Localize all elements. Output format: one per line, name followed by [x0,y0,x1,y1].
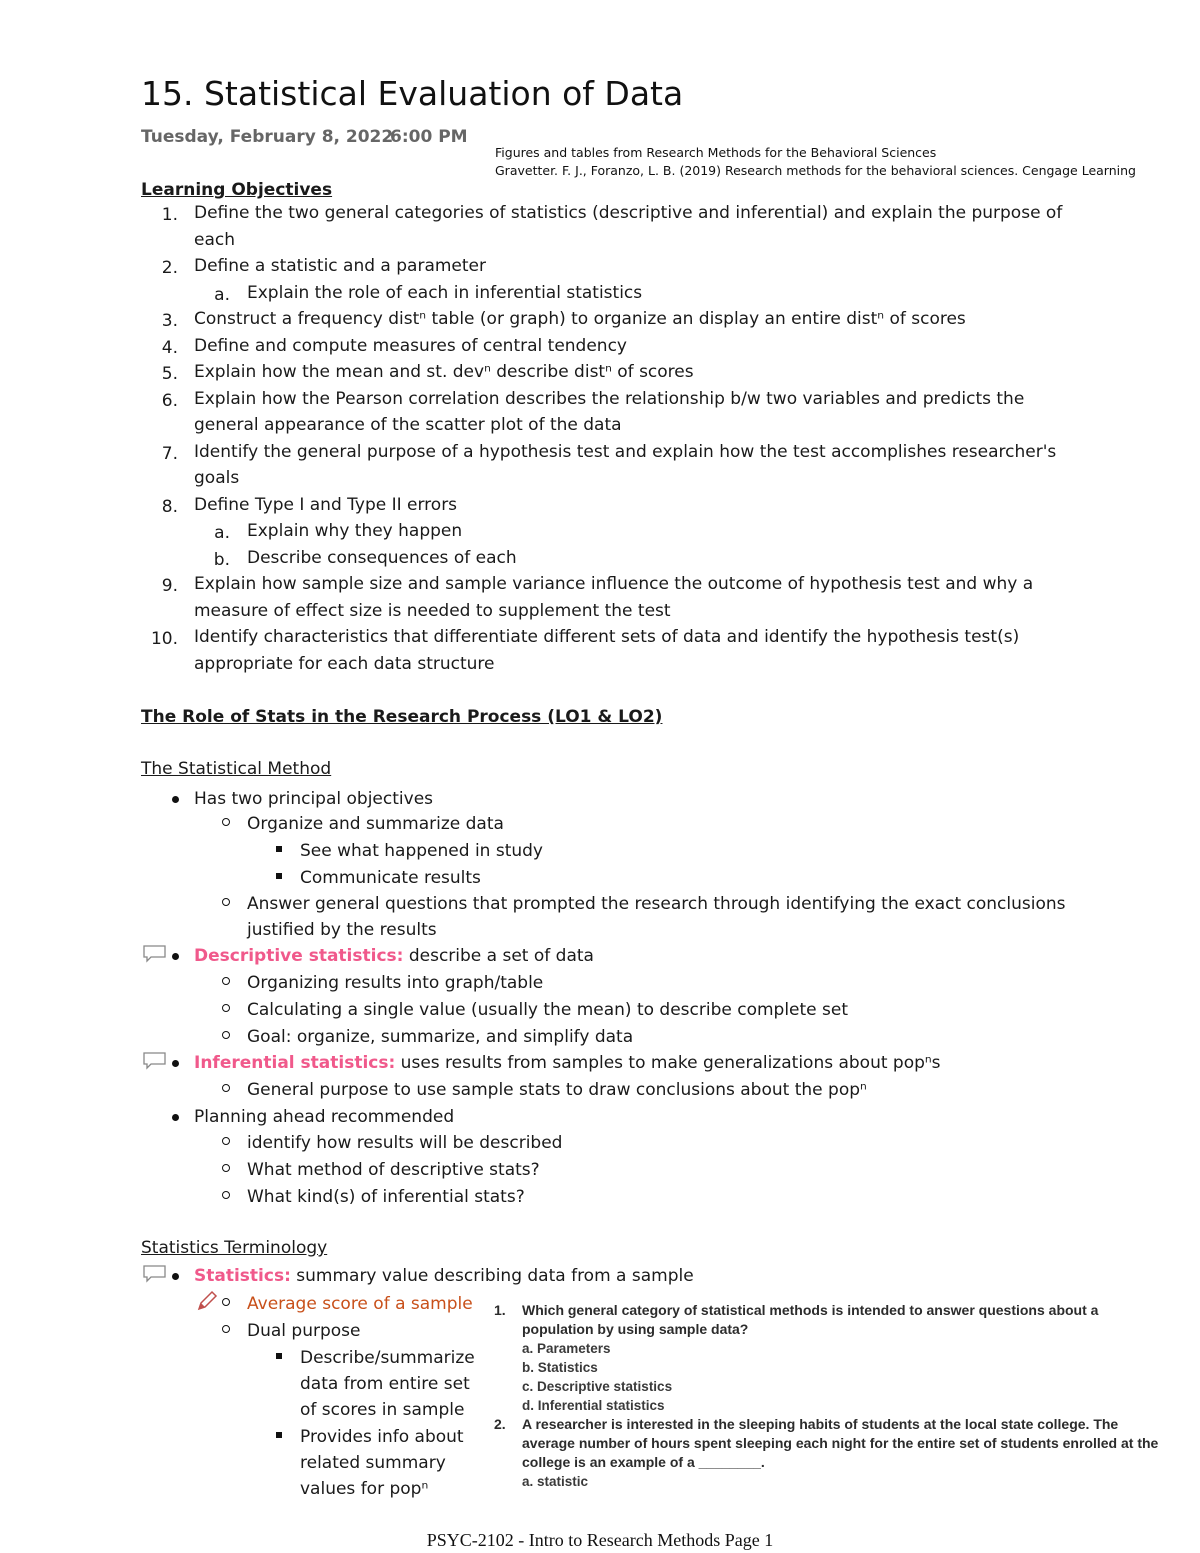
citation-line-2: Gravetter. F. J., Foranzo, L. B. (2019) Research methods for the behavioral sciences. Cengage Learning [495,163,1136,178]
list-item: Planning ahead recommended [194,1107,455,1127]
page-title: 15. Statistical Evaluation of Data [141,74,684,113]
term-inferential: Inferential statistics: [194,1053,396,1073]
list-item-statistics [194,1263,694,1289]
list-item: What kind(s) of inferential stats? [247,1187,525,1207]
objective-item: Define Type I and Type II errors [194,494,458,515]
objective-number: 8. [161,496,178,517]
comment-icon[interactable] [143,1265,167,1283]
cut-off-line [300,1476,500,1499]
list-item: Answer general questions that prompted the research through identifying the exact conclusions [247,894,1066,914]
objective-item: Explain how sample size and sample variance influence the outcome of hypothesis test and why a [194,574,1034,594]
question-text: average number of hours spent sleeping each night for the entire set of students enrolled at the [522,1435,1159,1451]
list-item: Dual purpose [247,1321,361,1341]
answer-option: d. Inferential statistics [522,1398,665,1413]
question-text: population by using sample data? [522,1321,749,1337]
objective-item: Define the two general categories of statistics (descriptive and inferential) and explain the purpose of [194,203,1063,223]
objective-item-continuation: general appearance of the scatter plot of the data [194,415,622,435]
list-item: What method of descriptive stats? [247,1160,540,1180]
list-item: Has two principal objectives [194,789,434,809]
bullet-square [276,873,282,879]
quiz-image [490,1296,1159,1489]
bullet-disc [172,796,179,803]
objective-number: 9. [161,576,178,596]
comment-icon[interactable] [143,1052,167,1070]
list-item: See what happened in study [300,841,543,861]
list-item: Goal: organize, summarize, and simplify data [247,1027,634,1047]
pencil-icon[interactable] [196,1290,218,1312]
objective-item: Identify the general purpose of a hypothesis test and explain how the test accomplishes researcher's [194,441,1057,462]
objective-item-continuation: goals [194,468,240,488]
bullet-square [276,1432,282,1438]
bullet-disc [172,1273,179,1280]
list-item: Organizing results into graph/table [247,973,544,993]
question-text: college is an example of a ________. [522,1454,765,1470]
objective-number: 4. [161,337,178,358]
definition: summary value describing data from a sample [290,1266,694,1286]
list-item-continuation: related summary [300,1453,446,1473]
list-item: Organize and summarize data [247,814,504,834]
bullet-circle [222,977,230,985]
objective-item: Define and compute measures of central tendency [194,335,627,356]
bullet-circle [222,1004,230,1012]
bullet-circle [222,1164,230,1172]
list-item: identify how results will be described [247,1133,563,1153]
question-text: Which general category of statistical methods is intended to answer questions about a [522,1302,1099,1318]
list-item-continuation: justified by the results [247,920,437,940]
list-item-inferential [194,1050,941,1076]
list-item: Describe/summarize [300,1348,475,1368]
objective-item-continuation: measure of effect size is needed to supplement the test [194,600,671,621]
answer-option: b. Statistics [522,1360,598,1375]
bullet-square [276,846,282,852]
bullet-square [276,1353,282,1359]
objective-number: 6. [161,390,178,411]
bullet-disc [172,1114,179,1121]
list-item: Average score of a sample [247,1294,473,1314]
objective-number: b. [213,549,230,570]
answer-option: a. Parameters [522,1341,611,1356]
comment-icon[interactable] [143,945,167,963]
role-heading: The Role of Stats in the Research Process (LO1 & LO2) [141,707,663,727]
answer-option: c. Descriptive statistics [522,1379,673,1394]
bullet-circle [222,1084,230,1092]
bullet-circle [222,1325,230,1333]
objective-item: Define a statistic and a parameter [194,256,486,276]
method-heading: The Statistical Method [141,759,332,779]
citation-line-1: Figures and tables from Research Methods for the Behavioral Sciences [495,145,937,160]
objective-item: Explain why they happen [247,521,463,541]
list-item-continuation: of scores in sample [300,1400,465,1420]
objective-number: 3. [161,311,178,331]
objective-item: Construct a frequency distⁿ table (or graph) to organize an display an entire distⁿ of scores [194,309,966,329]
term-descriptive: Descriptive statistics: [194,946,404,966]
objective-item-continuation: appropriate for each data structure [194,653,495,674]
objective-number: 2. [161,258,178,278]
objective-number: a. [214,523,230,543]
definition: uses results from samples to make generalizations about popⁿs [395,1053,941,1073]
list-item: General purpose to use sample stats to draw conclusions about the popⁿ [247,1080,867,1100]
list-item-continuation: values for popⁿ [300,1479,429,1499]
objective-number: 7. [161,443,178,464]
bullet-circle [222,898,230,906]
list-item-descriptive [194,943,594,969]
objective-item: Explain how the Pearson correlation describes the relationship b/w two variables and predicts the [194,388,1025,409]
list-item-continuation: data from entire set [300,1374,470,1394]
objective-item: Describe consequences of each [247,547,517,568]
question-number: 2. [494,1416,506,1432]
bullet-circle [222,1137,230,1145]
bullet-circle [222,1031,230,1039]
objective-item-continuation: each [194,229,235,250]
page-footer: PSYC-2102 - Intro to Research Methods Page 1 [426,1530,774,1550]
page-time: 6:00 PM [390,127,468,147]
bullet-circle [222,818,230,826]
question-number: 1. [494,1302,506,1318]
list-item: Communicate results [300,868,481,888]
objective-number: 10. [150,629,178,649]
objectives-heading: Learning Objectives [141,180,333,200]
bullet-circle [222,1298,230,1306]
definition: describe a set of data [403,946,594,966]
objective-item: Explain the role of each in inferential statistics [247,282,643,303]
question-text: A researcher is interested in the sleeping habits of students at the local state college. The [522,1416,1119,1432]
objective-item: Explain how the mean and st. devⁿ describe distⁿ of scores [194,362,694,382]
bullet-circle [222,1191,230,1199]
answer-option: a. statistic [522,1474,589,1489]
objective-number: a. [214,284,230,305]
term-statistics: Statistics: [194,1266,291,1286]
bullet-disc [172,1060,179,1067]
terminology-heading: Statistics Terminology [141,1238,328,1258]
page-date: Tuesday, February 8, 2022 [141,127,394,147]
list-item: Provides info about [300,1427,464,1447]
objective-item: Identify characteristics that differentiate different sets of data and identify the hypothesis test(s) [194,627,1020,647]
list-item: Calculating a single value (usually the mean) to describe complete set [247,1000,849,1020]
objective-number: 5. [161,364,178,384]
objective-number: 1. [161,205,178,225]
bullet-disc [172,953,179,960]
